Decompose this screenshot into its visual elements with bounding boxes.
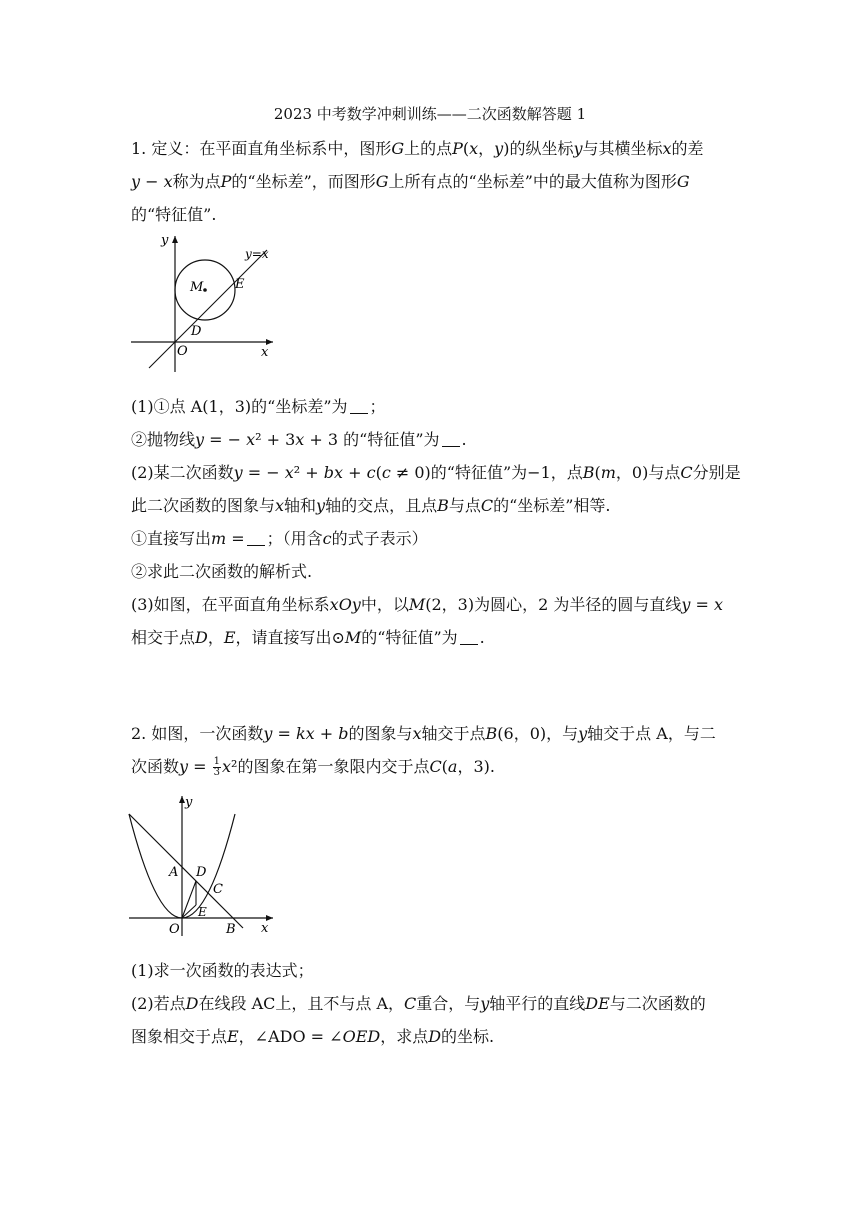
label-y: y bbox=[185, 795, 193, 810]
label-x: x bbox=[261, 921, 269, 936]
q1-part1-a-text: (1)①点 A(1，3)的“坐标差”为 bbox=[131, 397, 348, 416]
q1-part3-b-end: . bbox=[479, 628, 485, 647]
q2-figure bbox=[127, 792, 275, 938]
q1-part2-c bbox=[131, 528, 428, 550]
answer-blank bbox=[460, 630, 478, 645]
q1-part2-c-end: ；（用含𝑐的式子表示） bbox=[266, 529, 428, 548]
y-axis-arrow-icon bbox=[172, 236, 178, 243]
q1-line-3: 的“特征值”. bbox=[131, 205, 217, 224]
q1-line-2: 𝑦 − 𝑥称为点𝑃的“坐标差”，而图形𝐺上所有点的“坐标差”中的最大值称为图形𝐺 bbox=[131, 172, 690, 191]
label-o: O bbox=[177, 344, 188, 359]
q2-line-2-end: 𝑥²的图象在第一象限内交于点𝐶(𝑎，3). bbox=[222, 757, 495, 776]
q1-part2-c-text: ①直接写出𝑚 = bbox=[131, 529, 245, 548]
center-point bbox=[203, 288, 207, 292]
label-e: E bbox=[198, 905, 207, 919]
label-e: E bbox=[235, 277, 245, 292]
q1-part1-a-end: ； bbox=[369, 397, 386, 416]
line-y-equals-x bbox=[149, 250, 267, 368]
q1-figure bbox=[127, 232, 275, 374]
q1-part2-d: ②求此二次函数的解析式. bbox=[131, 562, 313, 581]
q2-part1: (1)求一次函数的表达式； bbox=[131, 961, 314, 980]
label-o: O bbox=[169, 922, 180, 937]
q1-part3-b bbox=[131, 627, 485, 649]
label-b: B bbox=[226, 922, 236, 937]
q1-part1-b bbox=[131, 429, 467, 451]
fraction bbox=[213, 757, 221, 778]
label-x: x bbox=[261, 345, 269, 360]
label-y: y bbox=[161, 233, 169, 248]
q1-part1-a bbox=[131, 396, 386, 418]
q2-part2-a: (2)若点𝐷在线段 AC上，且不与点 A，𝐶重合，与𝑦轴平行的直线𝐷𝐸与二次函数的 bbox=[131, 994, 706, 1013]
q1-line-1: 1. 定义：在平面直角坐标系中，图形𝐺上的点𝑃(𝑥，𝑦)的纵坐标𝑦与其横坐标𝑥的差 bbox=[131, 139, 704, 158]
q1-part3-b-text: 相交于点𝐷，𝐸，请直接写出⊙𝑀的“特征值”为 bbox=[131, 628, 458, 647]
label-line: y=x bbox=[245, 247, 269, 261]
q2-line-2 bbox=[131, 756, 495, 778]
q2-line-2-text: 次函数𝑦 = bbox=[131, 757, 212, 776]
label-a: A bbox=[169, 865, 179, 880]
answer-blank bbox=[442, 432, 460, 447]
page-title: 2023 中考数学冲刺训练——二次函数解答题 1 bbox=[273, 105, 587, 123]
answer-blank bbox=[247, 531, 265, 546]
answer-blank bbox=[350, 399, 368, 414]
q2-line-1: 2. 如图，一次函数𝑦 = 𝑘𝑥 + 𝑏的图象与𝑥轴交于点𝐵(6，0)，与𝑦轴交于点 A，与二 bbox=[131, 724, 716, 743]
fraction-denominator: 3 bbox=[213, 767, 220, 778]
q2-part2-b: 图象相交于点𝐸，∠ADO = ∠𝑂𝐸𝐷，求点𝐷的坐标. bbox=[131, 1027, 495, 1046]
q1-part2-b: 此二次函数的图象与𝑥轴和𝑦轴的交点，且点𝐵与点𝐶的“坐标差”相等. bbox=[131, 496, 611, 515]
q1-part1-b-text: ②抛物线𝑦 = − 𝑥² + 3𝑥 + 3 的“特征值”为 bbox=[131, 430, 440, 449]
label-m: M bbox=[190, 280, 204, 295]
fraction-numerator: 1 bbox=[213, 756, 220, 767]
label-c: C bbox=[213, 882, 223, 897]
label-d: D bbox=[196, 865, 207, 880]
q1-part1-b-end: . bbox=[461, 430, 467, 449]
q1-part2-a: (2)某二次函数𝑦 = − 𝑥² + 𝑏𝑥 + 𝑐(𝑐 ≠ 0)的“特征值”为−1，点𝐵(𝑚，0)与点𝐶分别是 bbox=[131, 463, 741, 482]
q1-part3-a: (3)如图，在平面直角坐标系𝑥𝑂𝑦中，以𝑀(2，3)为圆心，2 为半径的圆与直线𝑦 = 𝑥 bbox=[131, 595, 723, 614]
label-d: D bbox=[191, 324, 202, 339]
